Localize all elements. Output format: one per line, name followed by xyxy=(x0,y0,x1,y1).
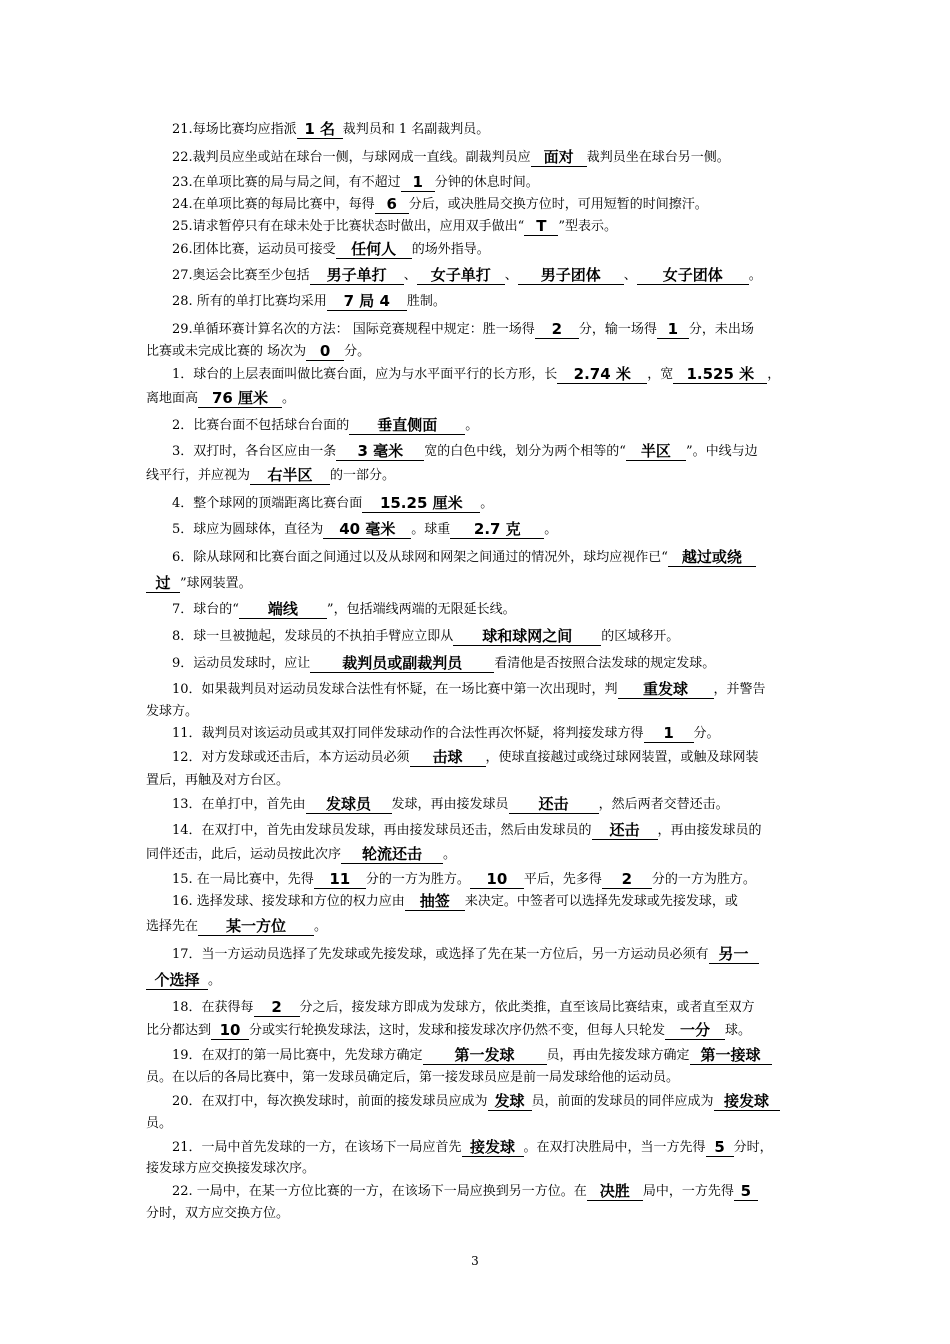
question-text: 8．球一旦被抛起，发球员的不执拍手臂应立即从 xyxy=(172,629,454,644)
question-text: 裁判员坐在球台另一侧。 xyxy=(586,150,730,165)
question-text: 。 xyxy=(544,522,558,537)
answer-blank: 2.7 克 xyxy=(450,520,544,539)
answer-blank: 裁判员或副裁判员 xyxy=(310,654,494,673)
answer-blank: 端线 xyxy=(239,600,327,619)
question-line xyxy=(146,772,806,790)
question-text: 员。在以后的各局比赛中，第一发球员确定后，第一接发球员应是前一局发球给他的运动员。 xyxy=(146,1070,680,1085)
answer-blank: 40 毫米 xyxy=(323,520,411,539)
question-line xyxy=(172,1046,832,1065)
question-line xyxy=(172,442,832,461)
answer-blank: 某一方位 xyxy=(198,917,314,936)
question-text: 发球方。 xyxy=(146,704,199,719)
question-text: 球。 xyxy=(725,1023,752,1038)
question-line xyxy=(172,217,832,236)
answer-blank: 1 xyxy=(644,724,694,743)
question-line xyxy=(146,845,806,864)
answer-blank: 7 局 4 xyxy=(327,292,407,311)
answer-blank: 右半区 xyxy=(250,466,330,485)
question-text: 分时， xyxy=(733,1140,773,1155)
question-text: 比分都达到 xyxy=(146,1023,212,1038)
question-text: 。 xyxy=(282,391,296,406)
question-text: 分的一方为胜方。 xyxy=(365,872,470,887)
question-text: 5．球应为圆球体，直径为 xyxy=(172,522,324,537)
question-text: 15. 在一局比赛中，先得 xyxy=(172,872,314,887)
question-text: 员。 xyxy=(146,1116,173,1131)
question-text: 胜制。 xyxy=(406,294,446,309)
question-text: 3．双打时，各台区应由一条 xyxy=(172,444,337,459)
answer-blank: 轮流还击 xyxy=(341,845,443,864)
question-text: 选择先在 xyxy=(146,919,199,934)
question-text: ”球网装置。 xyxy=(180,576,252,591)
question-text: 分或实行轮换发球法，这时，发球和接发球次序仍然不变，但每人只轮发 xyxy=(249,1023,666,1038)
question-text: 接发球方应交换接发球次序。 xyxy=(146,1161,316,1176)
question-text: ，然后两者交替还击。 xyxy=(598,797,729,812)
question-line xyxy=(172,680,832,699)
question-text: 分钟的休息时间。 xyxy=(434,175,539,190)
answer-blank: 15.25 厘米 xyxy=(362,494,480,513)
question-text: ，使球直接越过或绕过球网装置，或触及球网装 xyxy=(485,750,759,765)
question-text: 22. 一局中，在某一方位比赛的一方，在该场下一局应换到另一方位。在 xyxy=(172,1184,587,1199)
answer-blank: 2 xyxy=(602,870,652,889)
question-text: 26.团体比赛，运动员可接受 xyxy=(172,242,336,257)
question-text: 分后，或决胜局交换方位时，可用短暂的时间擦汗。 xyxy=(408,197,708,212)
answer-blank: 第一接球 xyxy=(690,1046,772,1065)
answer-blank: 2.74 米 xyxy=(557,365,647,384)
question-text: 28. 所有的单打比赛均采用 xyxy=(172,294,327,309)
question-line xyxy=(172,998,832,1017)
answer-blank: 女子团体 xyxy=(637,266,749,285)
question-line xyxy=(172,494,832,513)
question-text: 分之后，接发球方即成为发球方，依此类推，直至该局比赛结束，或者直至双方 xyxy=(299,1000,755,1015)
question-line xyxy=(172,416,832,435)
question-text: 的区域移开。 xyxy=(601,629,680,644)
question-text: 27.奥运会比赛至少包括 xyxy=(172,268,310,283)
answer-blank: 男子单打 xyxy=(310,266,404,285)
question-text: 比赛或未完成比赛的 场次为 xyxy=(146,344,307,359)
question-text: 员，前面的发球员的同伴应成为 xyxy=(531,1094,714,1109)
question-text: 4．整个球网的顶端距离比赛台面 xyxy=(172,496,363,511)
question-text: 分。 xyxy=(344,344,371,359)
question-text: 。在双打决胜局中，当一方先得 xyxy=(523,1140,706,1155)
question-text: 看清他是否按照合法发球的规定发球。 xyxy=(494,656,716,671)
question-line xyxy=(146,1021,806,1040)
question-line xyxy=(172,821,832,840)
answer-blank: 击球 xyxy=(410,748,486,767)
question-text: ，宽 xyxy=(647,367,674,382)
question-text: 10．如果裁判员对运动员发球合法性有怀疑，在一场比赛中第一次出现时，判 xyxy=(172,682,618,697)
question-text: 。球重 xyxy=(411,522,451,537)
question-line xyxy=(172,627,832,646)
answer-blank: 10 xyxy=(211,1021,249,1040)
question-text: 、 xyxy=(623,268,637,283)
question-text: 来决定。中签者可以选择先发球或先接发球，或 xyxy=(464,894,738,909)
question-text: 21．一局中首先发球的一方，在该场下一局应首先 xyxy=(172,1140,462,1155)
question-text: 。 xyxy=(480,496,494,511)
question-text: 14．在双打中，首先由发球员发球，再由接发球员还击，然后由发球员的 xyxy=(172,823,592,838)
question-text: ”，包括端线两端的无限延长线。 xyxy=(326,602,516,617)
question-line xyxy=(172,1182,832,1201)
question-text: 。 xyxy=(465,418,479,433)
question-text: 的场外指导。 xyxy=(411,242,490,257)
question-text: 18．在获得每 xyxy=(172,1000,254,1015)
question-text: 7．球台的“ xyxy=(172,602,239,617)
question-line xyxy=(172,292,832,311)
answer-blank: 2 xyxy=(254,998,300,1017)
answer-blank: 1.525 米 xyxy=(673,365,767,384)
question-text: ， xyxy=(767,367,781,382)
answer-blank: 接发球 xyxy=(462,1138,524,1157)
question-text: 分，未出场 xyxy=(688,322,754,337)
question-text: 12．对方发球或还击后，本方运动员必须 xyxy=(172,750,410,765)
answer-blank: 女子单打 xyxy=(417,266,505,285)
question-text: 。 xyxy=(208,973,222,988)
question-line xyxy=(172,148,832,167)
answer-blank: 重发球 xyxy=(618,680,714,699)
question-line xyxy=(172,195,832,214)
question-text: 。 xyxy=(443,847,457,862)
answer-blank: 1 xyxy=(657,320,689,339)
answer-blank: 接发球 xyxy=(714,1092,780,1111)
question-text: 11．裁判员对该运动员或其双打同伴发球动作的合法性再次怀疑，将判接发球方得 xyxy=(172,726,644,741)
answer-blank: 76 厘米 xyxy=(198,389,282,408)
question-line xyxy=(146,389,806,408)
question-text: 置后，再触及对方台区。 xyxy=(146,773,290,788)
question-text: 、 xyxy=(403,268,417,283)
question-line xyxy=(172,365,832,384)
answer-blank: 发球员 xyxy=(306,795,392,814)
question-line xyxy=(146,574,806,593)
answer-blank: T xyxy=(524,217,558,236)
question-line xyxy=(146,1205,806,1223)
answer-blank: 0 xyxy=(306,342,344,361)
question-line xyxy=(146,1160,806,1178)
question-line xyxy=(146,917,806,936)
question-text: 22.裁判员应坐或站在球台一侧，与球网成一直线。副裁判员应 xyxy=(172,150,531,165)
question-text: 线平行，并应视为 xyxy=(146,468,251,483)
question-text: 同伴还击，此后，运动员按此次序 xyxy=(146,847,342,862)
question-text: 离地面高 xyxy=(146,391,199,406)
question-line xyxy=(146,1115,806,1133)
question-line xyxy=(172,892,832,911)
answer-blank: 5 xyxy=(706,1138,734,1157)
answer-blank: 还击 xyxy=(592,821,658,840)
question-line xyxy=(146,466,806,485)
question-line xyxy=(172,1092,832,1111)
answer-blank: 一分 xyxy=(665,1021,725,1040)
question-text: 23.在单项比赛的局与局之间，有不超过 xyxy=(172,175,401,190)
question-text: 。 xyxy=(748,268,762,283)
question-text: 6．除从球网和比赛台面之间通过以及从球网和网架之间通过的情况外，球均应视作已“ xyxy=(172,550,668,565)
question-text: 16. 选择发球、接发球和方位的权力应由 xyxy=(172,894,405,909)
answer-blank: 5 xyxy=(734,1182,758,1201)
question-text: 9．运动员发球时，应让 xyxy=(172,656,311,671)
answer-blank: 半区 xyxy=(626,442,686,461)
question-text: 25.请求暂停只有在球未处于比赛状态时做出，应用双手做出“ xyxy=(172,219,525,234)
question-text: 裁判员和 1 名副裁判员。 xyxy=(342,122,490,137)
answer-blank: 垂直侧面 xyxy=(349,416,465,435)
page-number: 3 xyxy=(471,1254,479,1268)
answer-blank: 越过或绕 xyxy=(668,548,756,567)
answer-blank: 抽签 xyxy=(405,892,465,911)
answer-blank: 个选择 xyxy=(146,971,208,990)
question-text: 、 xyxy=(504,268,518,283)
answer-blank: 10 xyxy=(470,870,524,889)
answer-blank: 还击 xyxy=(509,795,599,814)
answer-blank: 任何人 xyxy=(336,240,412,259)
answer-blank: 过 xyxy=(146,574,180,593)
question-line xyxy=(146,703,806,721)
question-text: 分。 xyxy=(693,726,720,741)
question-text: 分时，双方应交换方位。 xyxy=(146,1206,290,1221)
question-text: 24.在单项比赛的每局比赛中，每得 xyxy=(172,197,375,212)
question-text: 分，输一场得 xyxy=(578,322,657,337)
question-line xyxy=(172,240,832,259)
question-line xyxy=(172,870,832,889)
question-text: 29.单循环赛计算名次的方法： 国际竞赛规程中规定：胜一场得 xyxy=(172,322,535,337)
question-line xyxy=(172,320,832,339)
question-line xyxy=(146,1069,806,1087)
question-line xyxy=(172,266,832,285)
question-line xyxy=(172,795,832,814)
question-line xyxy=(172,548,832,567)
question-line xyxy=(172,748,832,767)
question-text: ”。中线与边 xyxy=(685,444,758,459)
question-line xyxy=(172,600,832,619)
question-line xyxy=(146,342,806,361)
question-text: 13．在单打中，首先由 xyxy=(172,797,306,812)
question-text: 员，再由先接发球方确定 xyxy=(546,1048,690,1063)
question-line xyxy=(172,520,832,539)
question-text: ，并警告 xyxy=(713,682,766,697)
question-text: 19．在双打的第一局比赛中，先发球方确定 xyxy=(172,1048,423,1063)
question-text: 17．当一方运动员选择了先发球或先接发球，或选择了先在某一方位后，另一方运动员必须有 xyxy=(172,947,709,962)
answer-blank: 11 xyxy=(314,870,366,889)
answer-blank: 6 xyxy=(375,195,409,214)
question-text: 发球，再由接发球员 xyxy=(391,797,509,812)
answer-blank: 面对 xyxy=(531,148,587,167)
question-text: ，再由接发球员的 xyxy=(657,823,762,838)
answer-blank: 3 毫米 xyxy=(336,442,424,461)
question-text: 分的一方为胜方。 xyxy=(651,872,756,887)
question-text: 。 xyxy=(314,919,328,934)
question-text: 21.每场比赛均应指派 xyxy=(172,122,297,137)
question-text: 1．球台的上层表面叫做比赛台面，应为与水平面平行的长方形，长 xyxy=(172,367,558,382)
question-text: 局中，一方先得 xyxy=(642,1184,734,1199)
question-text: ”型表示。 xyxy=(558,219,617,234)
question-text: 的一部分。 xyxy=(330,468,396,483)
question-line xyxy=(172,173,832,192)
answer-blank: 男子团体 xyxy=(518,266,624,285)
question-line xyxy=(172,120,832,139)
answer-blank: 决胜 xyxy=(587,1182,643,1201)
answer-blank: 第一发球 xyxy=(423,1046,547,1065)
answer-blank: 球和球网之间 xyxy=(453,627,601,646)
question-text: 2．比赛台面不包括球台台面的 xyxy=(172,418,350,433)
question-line xyxy=(172,724,832,743)
question-text: 平后，先多得 xyxy=(523,872,602,887)
question-line xyxy=(172,945,832,964)
question-line xyxy=(146,971,806,990)
answer-blank: 1 名 xyxy=(297,120,343,139)
answer-blank: 另一 xyxy=(709,945,759,964)
question-line xyxy=(172,1138,832,1157)
answer-blank: 发球 xyxy=(488,1092,532,1111)
question-text: 宽的白色中线，划分为两个相等的“ xyxy=(424,444,626,459)
question-text: 20．在双打中，每次换发球时，前面的接发球员应成为 xyxy=(172,1094,488,1109)
answer-blank: 1 xyxy=(401,173,435,192)
question-line xyxy=(172,654,832,673)
answer-blank: 2 xyxy=(535,320,579,339)
